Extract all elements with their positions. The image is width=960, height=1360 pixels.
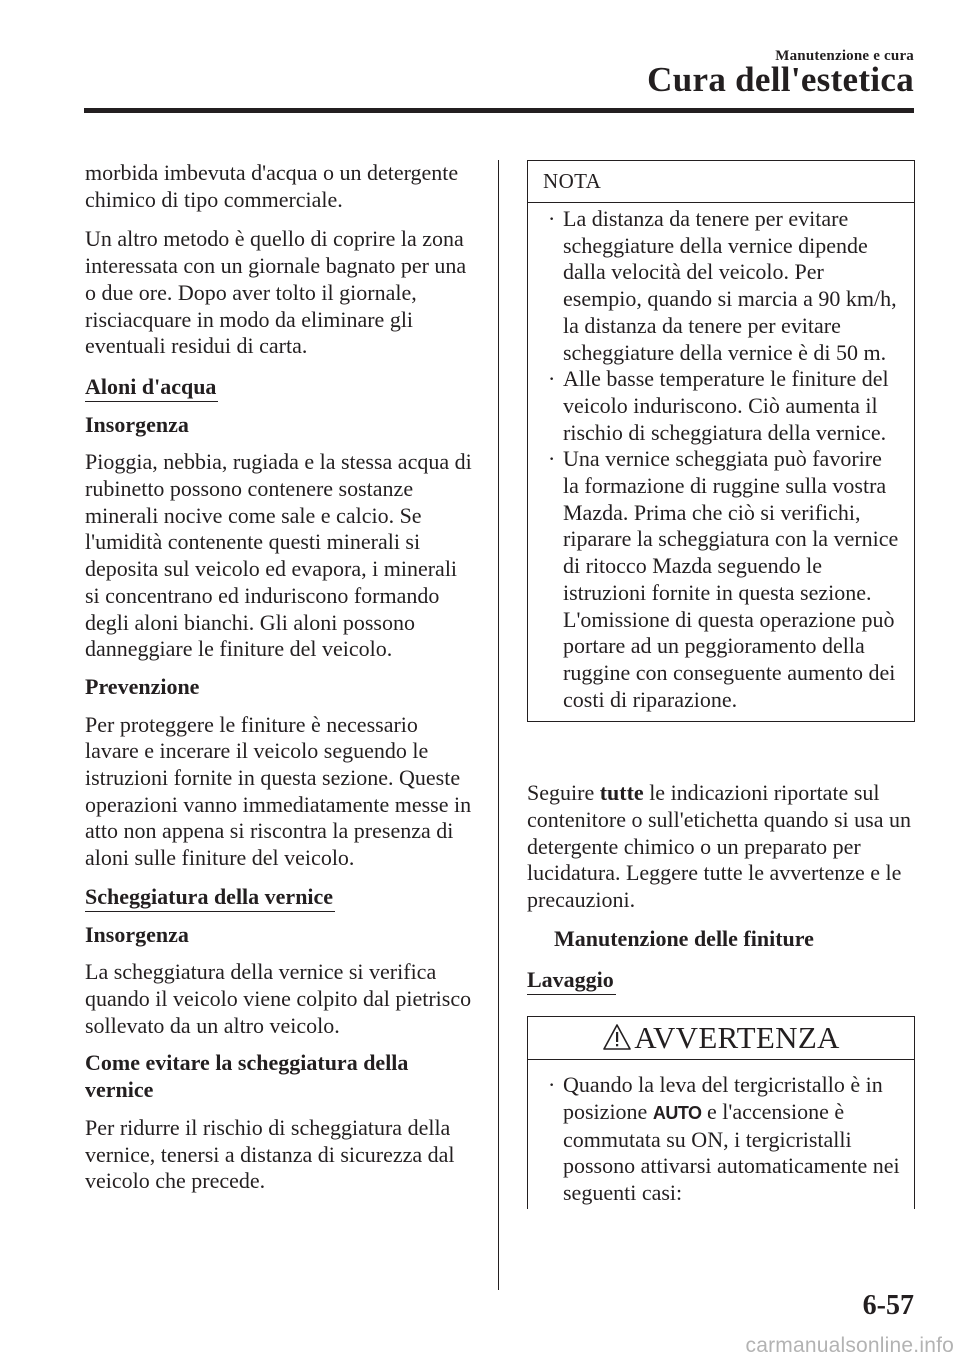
note-item (542, 366, 902, 446)
warning-title-text: AVVERTENZA (634, 1020, 840, 1056)
note-title: NOTA (528, 161, 914, 203)
left-column (85, 160, 475, 1195)
seguire-bold: tutte (599, 780, 644, 806)
seguire-post: le indicazioni riportate sul contenitore o sull'etichetta quando si usa un detergente chimico o un preparato per lucidatura. Leggere tutte le avvertenze e le precauzioni. (527, 780, 911, 913)
column-divider (498, 160, 499, 1290)
warning-list (528, 1060, 914, 1207)
paragraph: La scheggiatura della vernice si verifica quando il veicolo viene colpito dal pietrisco sollevato da un altro veicolo. (85, 959, 472, 1038)
subheading-prevenzione: Prevenzione (85, 673, 200, 699)
paragraph: Un altro metodo è quello di coprire la zona interessata con un giornale bagnato per una o due ore. Dopo aver tolto il giornale, risciacquare in modo da eliminare gli eventuali residui di carta. (85, 226, 467, 359)
paragraph: Pioggia, nebbia, rugiada e la stessa acqua di rubinetto possono contenere sostanze minerali nocive come sale e calcio. Se l'umidità contenente questi minerali si deposita sul veicolo ed evapora, i minerali si concentrano ed induriscono formando degli aloni bianchi. Gli aloni possono danneggiare le finiture del veicolo. (85, 449, 472, 662)
page-title: Cura dell'estetica (647, 60, 914, 99)
watermark: carmanualsonline.info (745, 1334, 954, 1357)
section-heading-text: Aloni d'acqua (85, 374, 218, 402)
paragraph: Per ridurre il rischio di scheggiatura della vernice, tenersi a distanza di sicurezza dal veicolo che precede. (85, 1114, 455, 1194)
note-item-text: Alle basse temperature le finiture del veicolo induriscono. Ciò aumenta il rischio di scheggiatura della vernice. (563, 366, 889, 445)
bullet-dot: · (548, 1072, 556, 1098)
right-column (527, 160, 915, 1209)
page-number: 6-57 (862, 1290, 914, 1321)
note-item-text: Una vernice scheggiata può favorire la formazione di ruggine sulla vostra Mazda. Prima che ciò si verifichi, riparare la scheggiatura con la vernice di ritocco Mazda seguendo le istruzioni fornite in questa sezione. L'omissione di questa operazione può portare ad un peggioramento della ruggine con conseguente aumento dei costi di riparazione. (563, 446, 899, 712)
note-item-text: La distanza da tenere per evitare scheggiature della vernice dipende dalla velocità del veicolo. Per esempio, quando si marcia a 90 km/h, la distanza da tenere per evitare scheggiature della vernice è di 50 m. (563, 206, 897, 365)
section-heading-text: Lavaggio (527, 967, 616, 995)
section-heading-lavaggio (527, 967, 915, 994)
seguire-pre: Seguire (527, 780, 600, 806)
subheading-insorgenza: Insorgenza (85, 921, 189, 947)
warning-triangle-icon (602, 1023, 632, 1051)
paragraph: Per proteggere le finiture è necessario lavare e incerare il veicolo seguendo le istruzioni fornite in questa sezione. Queste operazioni vanno immediatamente messe in atto non appena si riscontra la presenza di aloni sulle finiture del veicolo. (85, 711, 472, 871)
bullet-dot: · (548, 446, 556, 472)
note-item (542, 206, 902, 366)
auto-position-badge: AUTO (652, 1102, 702, 1123)
section-heading-scheggiatura (85, 884, 475, 911)
subheading-come-evitare: Come evitare la scheggiatura della vernice (85, 1050, 409, 1103)
warning-title (528, 1017, 914, 1060)
header-rule (84, 108, 914, 113)
warning-item (542, 1072, 902, 1207)
subheading-insorgenza: Insorgenza (85, 411, 189, 437)
note-list (528, 203, 914, 721)
warning-box (527, 1016, 915, 1209)
bullet-dot: · (548, 206, 556, 231)
paragraph-seguire (527, 780, 915, 914)
note-item (542, 446, 902, 713)
section-heading-text: Scheggiatura della vernice (85, 884, 335, 912)
section-heading-aloni (85, 374, 475, 401)
heading-manutenzione: Manutenzione delle finiture (554, 925, 814, 951)
header-section-label: Manutenzione e cura (775, 48, 914, 64)
warning-item-post: e l'accensione è commutata su ON, i tergicristalli possono attivarsi automaticamente nei seguenti casi: (563, 1098, 900, 1206)
bullet-dot: · (548, 366, 556, 392)
note-box (527, 160, 915, 722)
paragraph: morbida imbevuta d'acqua o un detergente chimico di tipo commerciale. (85, 160, 459, 212)
warning-item-pre: Quando la leva del tergicristallo è in posizione (563, 1072, 883, 1124)
